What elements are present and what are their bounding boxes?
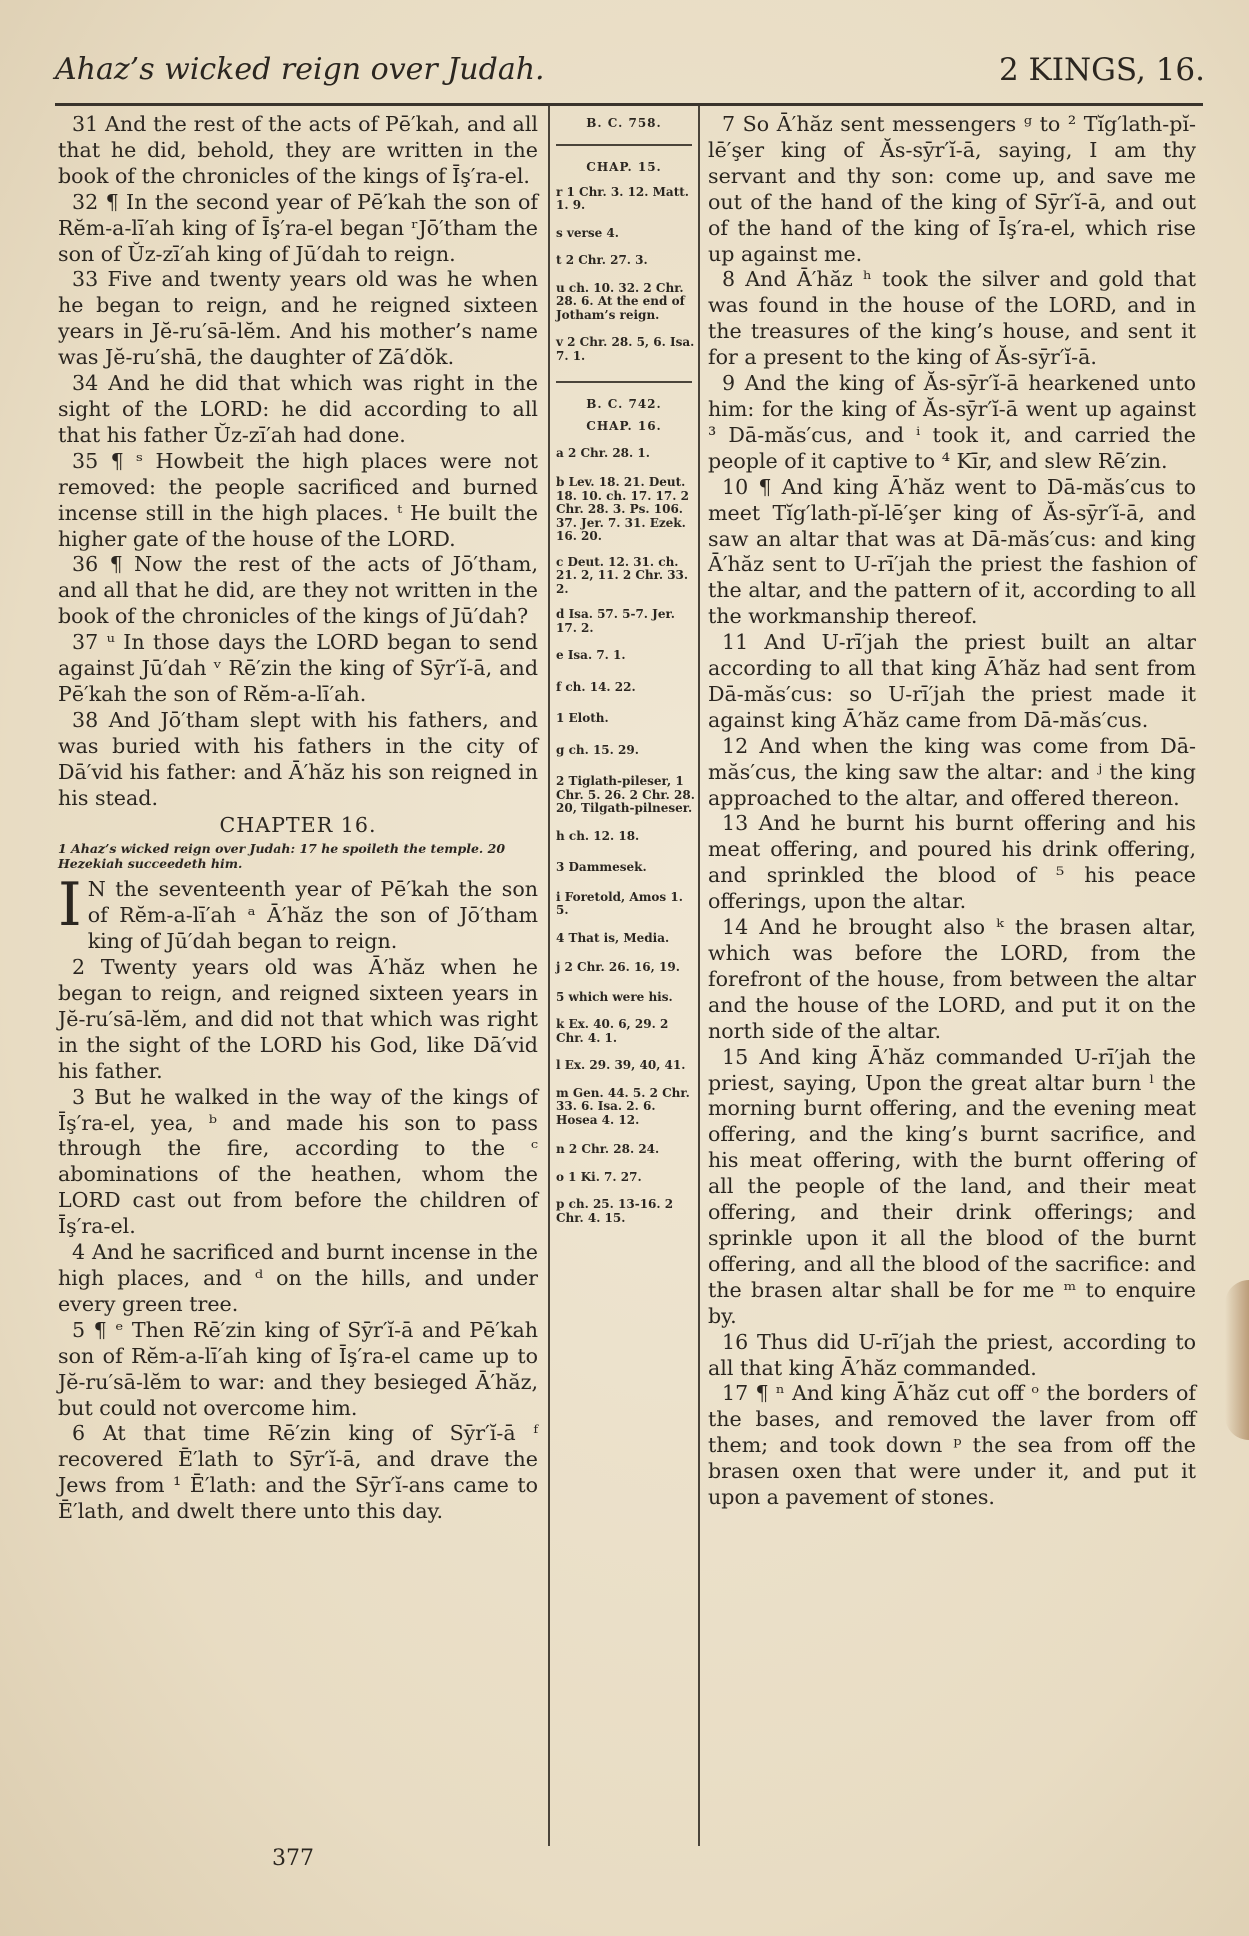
cross-reference: 3 Dammesek. (556, 860, 647, 874)
cross-reference: e Isa. 7. 1. (556, 648, 626, 662)
first-verse-text: N the seventeenth year of Pē′kah the son of Rĕm-a-lī′ah ᵃ Ā′hăz the son of Jō′tham king of Jū′dah began to reign. (87, 877, 538, 954)
thumb-index-mark (1225, 1280, 1249, 1440)
verse: 16 Thus did U-rī′jah the priest, according to all that king Ā′hăz commanded. (708, 1329, 1196, 1380)
running-header (55, 52, 1205, 106)
cross-reference: k Ex. 40. 6, 29. 2 Chr. 4. 1. (556, 1017, 669, 1045)
date-label: B. C. 758. (586, 116, 662, 130)
book-chapter-heading: 2 KINGS, 16. (998, 52, 1205, 88)
center-rule (556, 381, 692, 383)
verse: 35 ¶ ˢ Howbeit the high places were not removed: the people sacrificed and burned incense still in the high places. ᵗ He built the higher gate of the house of the LORD. (58, 448, 538, 551)
cross-reference: j 2 Chr. 26. 16, 19. (556, 960, 680, 974)
chapter-ref-label: CHAP. 15. (586, 159, 662, 174)
column-divider-right (698, 106, 700, 1846)
verse: 31 And the rest of the acts of Pē′kah, and all that he did, behold, they are written in the book of the chronicles of the kings of Īş′ra-el. (58, 112, 538, 188)
verse: 11 And U-rī′jah the priest built an altar according to all that king Ā′hăz had sent from Dā-măs′cus: so U-rī′jah the priest made it against king Ā′hăz came from Dā-măs′cus. (708, 630, 1196, 732)
cross-reference: c Deut. 12. 31. ch. 21. 2, 11. 2 Chr. 33. 2. (556, 554, 689, 596)
cross-reference: p ch. 25. 13-16. 2 Chr. 4. 15. (556, 1197, 674, 1225)
chapter-first-verse (58, 870, 538, 955)
chapter-title: CHAPTER 16. (219, 813, 377, 838)
verse: 17 ¶ ⁿ And king Ā′hăz cut off ᵒ the borders of the bases, and removed the laver from off them; and took down ᵖ the sea from off the brasen oxen that were under it, and put it upon a pavement of stones. (708, 1381, 1196, 1510)
cross-reference: r 1 Chr. 3. 12. Matt. 1. 9. (556, 184, 689, 212)
page-number: 377 (272, 1846, 314, 1871)
cross-reference: h ch. 12. 18. (556, 828, 640, 843)
verse: 37 ᵘ In those days the LORD began to send against Jū′dah ᵛ Rē′zin the king of Sȳr′ĭ-ā, and Pē′kah the son of Rĕm-a-lī′ah. (58, 630, 538, 706)
verse: 5 ¶ ᵉ Then Rē′zin king of Sȳr′ĭ-ā and Pē′kah son of Rĕm-a-lī′ah king of Īş′ra-el came up to Jĕ-ru′sā-lĕm to war: and they besieged Ā′hăz, but could not overcome him. (58, 1317, 538, 1420)
chapter-summary: 1 Ahaz’s wicked reign over Judah: 17 he spoileth the temple. 20 Hezekiah succeedeth him. (58, 841, 506, 872)
cross-reference: t 2 Chr. 27. 3. (556, 253, 648, 267)
cross-reference: 4 That is, Media. (556, 930, 670, 945)
verse: 32 ¶ In the second year of Pē′kah the son of Rĕm-a-lī′ah king of Īş′ra-el began ʳJō′tham the son of Ŭz-zī′ah king of Jū′dah to reign. (58, 189, 538, 266)
cross-reference: n 2 Chr. 28. 24. (556, 1142, 660, 1156)
verse: 34 And he did that which was right in the sight of the LORD: he did according to all that his father Ŭz-zī′ah had done. (58, 371, 538, 447)
verse: 14 And he brought also ᵏ the brasen altar, which was before the LORD, from the forefront of the house, from between the altar and the house of the LORD, and put it on the north side of the altar. (708, 915, 1196, 1043)
cross-reference: g ch. 15. 29. (556, 742, 639, 757)
verse: 8 And Ā′hăz ʰ took the silver and gold that was found in the house of the LORD, and in the treasures of the king’s house, and sent it for a present to the king of Ăs-sȳr′ĭ-ā. (708, 267, 1196, 370)
verse: 13 And he burnt his burnt offering and his meat offering, and poured his drink offering, and sprinkled the blood of ⁵ his peace offerings, upon the altar. (708, 811, 1196, 914)
verse: 3 But he walked in the way of the kings of Īş′ra-el, yea, ᵇ and made his son to pass through the fire, according to the ᶜ abominations of the heathen, whom the LORD cast out from before the children of Īş′ra-el. (58, 1084, 538, 1239)
cross-reference: l Ex. 29. 39, 40, 41. (556, 1058, 686, 1072)
verse: 10 ¶ And king Ā′hăz went to Dā-măs′cus to meet Tĭg′lath-pĭ-lē′şer king of Ăs-sȳr′ĭ-ā, and saw an altar that was at Dā-măs′cus: and king Ā′hăz sent to U-rī′jah the priest the fashion of the altar, and the pattern of it, according to all the workmanship thereof. (708, 474, 1196, 629)
verse: 38 And Jō′tham slept with his fathers, and was buried with his fathers in the city of Dā′vid his father: and Ā′hăz his son reigned in his stead. (58, 707, 538, 810)
cross-reference: 1 Eloth. (556, 711, 609, 725)
cross-reference: m Gen. 44. 5. 2 Chr. 33. 6. Isa. 2. 6. Hosea 4. 12. (556, 1085, 690, 1127)
center-reference-column (552, 112, 696, 1225)
running-head-title: Ahaz’s wicked reign over Judah. (55, 52, 545, 87)
cross-reference: f ch. 14. 22. (556, 679, 636, 694)
verse: 33 Five and twenty years old was he when he began to reign, and he reigned sixteen years in Jĕ-ru′sā-lĕm. And his mother’s name was Jĕ-ru′shā, the daughter of Zā′dŏk. (58, 267, 538, 370)
center-rule (556, 144, 692, 146)
verse: 9 And the king of Ăs-sȳr′ĭ-ā hearkened unto him: for the king of Ăs-sȳr′ĭ-ā went up against ³ Dā-măs′cus, and ⁱ took it, and carried the people of it captive to ⁴ Kīr, and slew Rē′zin. (708, 371, 1196, 473)
verse: 6 At that time Rē′zin king of Sȳr′ĭ-ā ᶠ recovered Ē′lath to Sȳr′ĭ-ā, and drave the Jews from ¹ Ē′lath: and the Sȳr′ĭ-ans came to Ē′lath, and dwelt there unto this day. (58, 1421, 538, 1524)
cross-reference: a 2 Chr. 28. 1. (556, 445, 650, 460)
chapter-ref-label: CHAP. 16. (586, 418, 662, 433)
date-label: B. C. 742. (586, 396, 662, 411)
verse: 2 Twenty years old was Ā′hăz when he began to reign, and reigned sixteen years in Jĕ-ru′sā-lĕm, and did not that which was right in the sight of the LORD his God, like Dā′vid his father. (58, 955, 538, 1083)
cross-reference: 2 Tiglath-pileser, 1 Chr. 5. 26. 2 Chr. 28. 20, Tilgath-pilneser. (556, 774, 695, 815)
verse: 36 ¶ Now the rest of the acts of Jō′tham, and all that he did, are they not written in the book of the chronicles of the kings of Jū′dah? (58, 552, 538, 629)
verse: 4 And he sacrificed and burnt incense in the high places, and ᵈ on the hills, and under every green tree. (58, 1240, 538, 1316)
cross-reference: d Isa. 57. 5-7. Jer. 17. 2. (556, 607, 675, 635)
cross-reference: o 1 Ki. 7. 27. (556, 1169, 642, 1184)
drop-cap: I (58, 870, 82, 941)
cross-reference: s verse 4. (556, 225, 619, 240)
cross-reference: u ch. 10. 32. 2 Chr. 28. 6. At the end of Jotham’s reign. (556, 280, 685, 322)
right-text-column (708, 112, 1196, 1511)
header-rule (55, 103, 1203, 106)
cross-reference: 5 which were his. (556, 989, 673, 1004)
verse: 7 So Ā′hăz sent messengers ᵍ to ² Tĭg′lath-pĭ-lē′şer king of Ăs-sȳr′ĭ-ā, saying, I am thy servant and thy son: come up, and save me out of the hand of the king of Sȳr′ĭ-ā, and out of the hand of the king of Īş′ra-el, which rise up against me. (708, 112, 1196, 266)
left-text-column (58, 112, 538, 1525)
verse: 12 And when the king was come from Dā-măs′cus, the king saw the altar: and ʲ the king approached to the altar, and offered thereon. (708, 733, 1196, 810)
column-divider-left (548, 106, 550, 1846)
cross-reference: i Foretold, Amos 1. 5. (556, 889, 683, 917)
verse: 15 And king Ā′hăz commanded U-rī′jah the priest, saying, Upon the great altar burn ˡ the morning burnt offering, and the evening meat offering, and the king’s burnt sacrifice, and his meat offering, with the burnt offering of all the people of the land, and their meat offering, and their drink offerings; and sprinkle upon it all the blood of the burnt offering, and all the blood of the sacrifice: and the brasen altar shall be for me ᵐ to enquire by. (708, 1044, 1196, 1328)
cross-reference: b Lev. 18. 21. Deut. 18. 10. ch. 17. 17. 2 Chr. 28. 3. Ps. 106. 37. Jer. 7. 31. Ezek. 16. 20. (556, 475, 689, 543)
cross-reference: v 2 Chr. 28. 5, 6. Isa. 7. 1. (556, 335, 695, 363)
